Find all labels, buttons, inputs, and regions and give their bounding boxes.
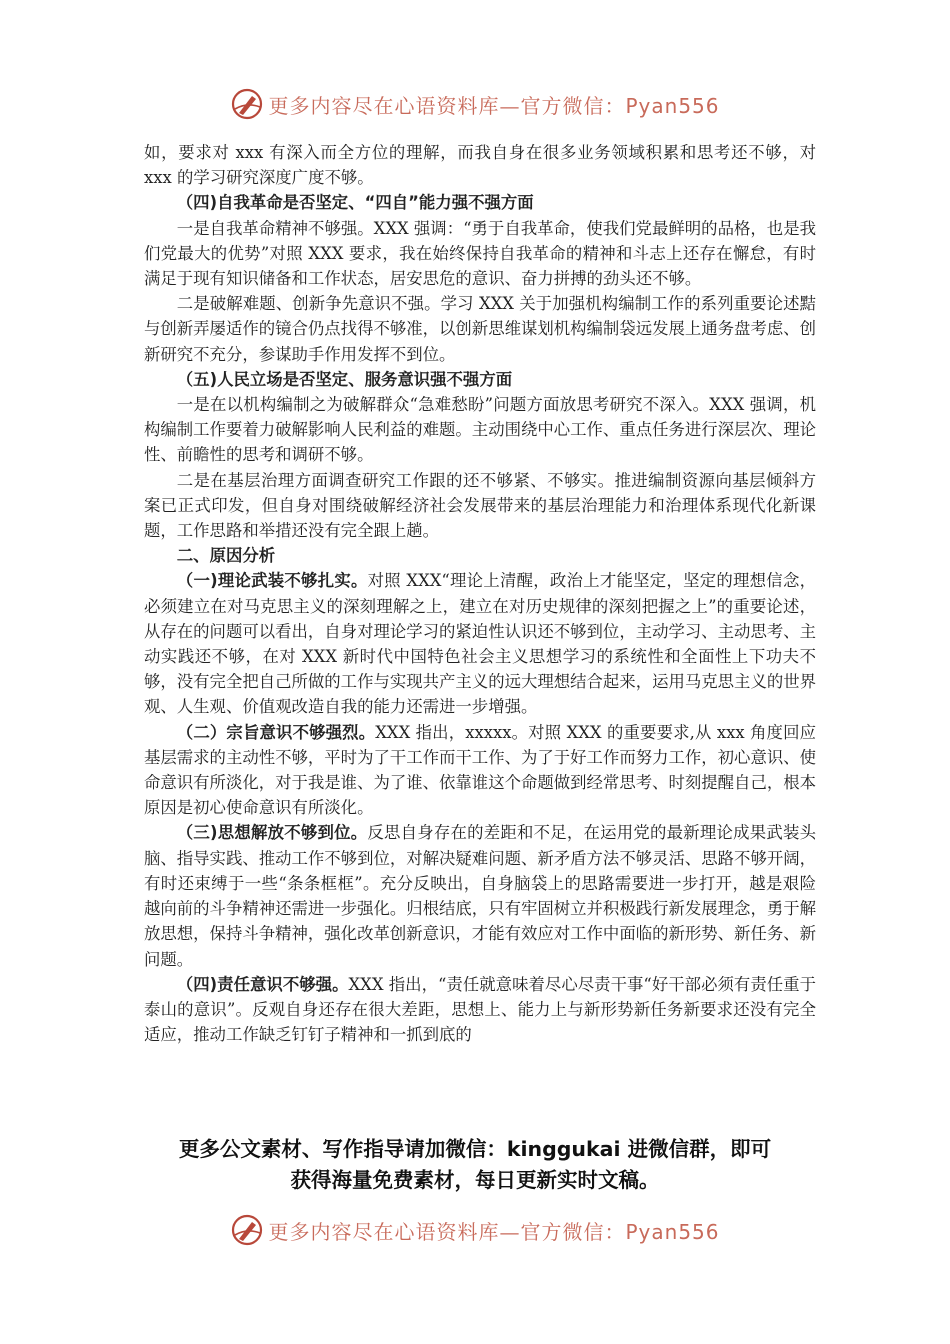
paragraph-text: XXX 指出，xxxxx。对照 XXX 的重要要求,从 xxx 角度回应基层需求的主动性不够，平时为了干工作而干工作、为了于好工作而努力工作，初心意识、使命意识有所淡化，对于我是谁、为了谁、依靠谁这个命题做到经常思考、时刻提醒自己，根本原因是初心使命意识有所淡化。 — [144, 722, 817, 818]
paragraph-text: 反思自身存在的差距和不足，在运用党的最新理论成果武装头脑、指导实践、推动工作不够到位，对解决疑难问题、新矛盾方法不够灵活、思路不够开阔，有时还束缚于一些“条条框框”。充分反映出，自身脑袋上的思路需要进一步打开，越是艰险越向前的斗争精神还需进一步强化。归根结底，只有牢固树立并积极践行新发展理念，勇于解放思想，保持斗争精神，强化改革创新意识，才能有效应对工作中面临的新形势、新任务、新问题。 — [144, 823, 817, 969]
paragraph: 一是自我革命精神不够强。XXX 强调：“勇于自我革命，使我们党最鲜明的品格，也是我们党最大的优势”对照 XXX 要求，我在始终保持自我革命的精神和斗志上还存在懈怠，有时满足于现有知识储备和工作状态，居安思危的意识、奋力拼搏的劲头还不够。 — [144, 218, 816, 289]
paragraph: 二是破解难题、创新争先意识不强。学习 XXX 关于加强机构编制工作的系列重要论述黠与创新弄屡适作的镜合仍点找得不够准，以创新思维谋划机构编制袋远发展上通务盘考虑、创新研究不充分，参谋助手作用发挥不到位。 — [144, 294, 817, 364]
section-heading: （五)人民立场是否坚定、服务意识强不强方面 — [176, 369, 513, 389]
paragraph — [144, 820, 816, 971]
paragraph-lead: （二）宗旨意识不够强烈。 — [176, 722, 376, 742]
paragraph — [144, 972, 816, 1048]
paragraph-lead: （一)理论武装不够扎实。 — [176, 571, 368, 591]
header-banner — [0, 84, 950, 124]
paragraph-text: XXX 指出，“责任就意味着尽心尽责干事“好干部必须有责任重于泰山的意识”。反观自身还存在很大差距，思想上、能力上与新形势新任务新要求还没有完全适应，推动工作缺乏钉钉子精神和一抓到底的 — [144, 974, 816, 1045]
section-heading: 二、原因分析 — [176, 546, 276, 566]
paragraph-text: 对照 XXX“理论上清醒，政治上才能坚定，坚定的理想信念，必须建立在对马克思主义的深刻理解之上，建立在对历史规律的深刻把握之上”的重要论述，从存在的问题可以看出，自身对理论学习的紧迫性认识还不够到位，主动学习、主动思考、主动实践还不够，在对 XXX 新时代中国特色社会主义思想学习的系统性和全面性上下功夫不够，没有完全把自己所做的工作与实现共产主义的远大理想结合起来，运用马克思主义的世界观、人生观、价值观改造自我的能力还需进一步增强。 — [144, 571, 817, 717]
banner-text: 更多内容尽在心语资料库—官方微信：Pyan556 — [268, 1219, 720, 1244]
paragraph — [144, 720, 816, 821]
paragraph-lead: （四)责任意识不够强。 — [176, 974, 349, 994]
paragraph-lead: （三)思想解放不够到位。 — [176, 823, 368, 843]
paragraph — [144, 568, 816, 719]
document-body — [144, 140, 816, 1047]
pen-circle-logo-icon — [230, 1213, 264, 1247]
paragraph: 二是在基层治理方面调查研究工作跟的还不够紧、不够实。推进编制资源向基层倾斜方案已正式印发，但自身对围绕破解经济社会发展带来的基层治理能力和治理体系现代化新课题，工作思路和举措还没有完全跟上趟。 — [144, 470, 816, 541]
footer-banner — [0, 1210, 950, 1250]
paragraph: 一是在以机构编制之为破解群众“急难愁盼”问题方面放思考研究不深入。XXX 强调，机构编制工作要着力破解影响人民利益的难题。主动围绕中心工作、重点任务进行深层次、理论性、前瞻性的思考和调研不够。 — [144, 395, 817, 465]
promo-line: 获得海量免费素材，每日更新实时文稿。 — [290, 1168, 660, 1192]
section-heading: （四)自我革命是否坚定、“四自”能力强不强方面 — [176, 193, 534, 213]
paragraph: 如，要求对 xxx 有深入而全方位的理解，而我自身在很多业务领域积累和思考还不够，对 xxx 的学习研究深度广度不够。 — [144, 143, 816, 188]
promo-notice — [130, 1134, 820, 1196]
pen-circle-logo-icon — [230, 87, 264, 121]
promo-line: 更多公文素材、写作指导请加微信：kinggukai 进微信群，即可 — [178, 1137, 772, 1161]
banner-text: 更多内容尽在心语资料库—官方微信：Pyan556 — [268, 93, 720, 118]
